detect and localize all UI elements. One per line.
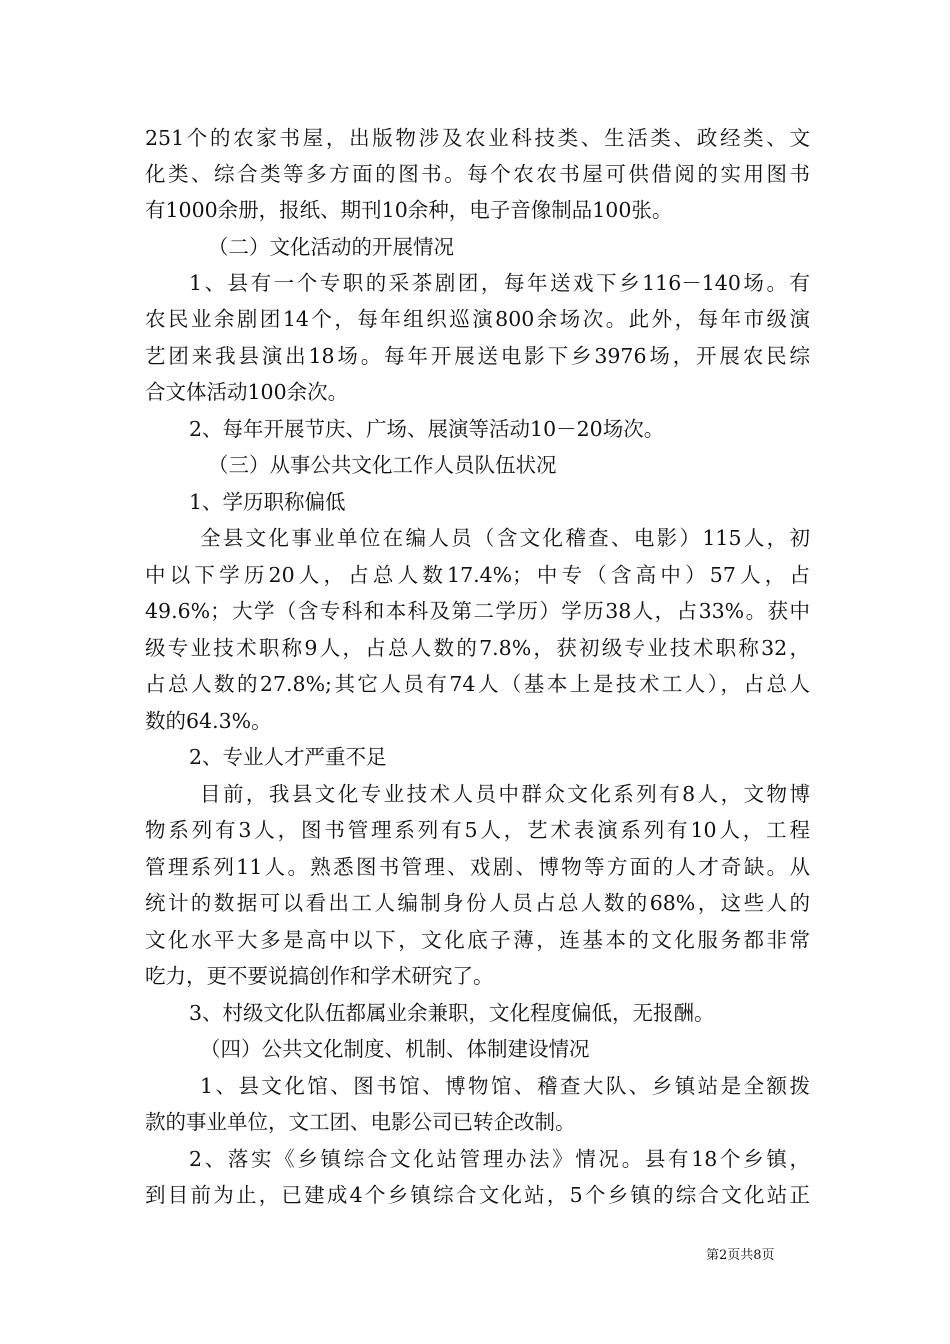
text-line: 吃力，更不要说搞创作和学术研究了。 [145,964,494,988]
text-line: 化类、综合类等多方面的图书。每个农农书屋可供借阅的实用图书 [145,162,810,186]
text-line: 级专业技术职称9人，占总人数的7.8%，获初级专业技术职称32， [145,636,810,660]
page-number: 第2页共8页 [706,1248,775,1263]
text-line: 251个的农家书屋，出版物涉及农业科技类、生活类、政经类、文 [145,126,810,150]
text-line: 文化水平大多是高中以下，文化底子薄，连基本的文化服务都非常 [145,928,810,952]
text-line: 目前，我县文化专业技术人员中群众文化系列有8人，文物博 [200,782,810,806]
text-line: 2、每年开展节庆、广场、展演等活动10－20场次。 [189,417,665,441]
text-line: 统计的数据可以看出工人编制身份人员占总人数的68%，这些人的 [145,891,810,915]
text-line: 合文体活动100余次。 [145,380,349,404]
text-line: 1、县文化馆、图书馆、博物馆、稽查大队、乡镇站是全额拨 [200,1074,810,1098]
text-line: 款的事业单位，文工团、电影公司已转企改制。 [145,1110,576,1134]
section-heading: （二）文化活动的开展情况 [208,235,454,259]
text-line: 有1000余册，报纸、期刊10余种，电子音像制品100张。 [145,198,673,222]
sub-heading: 1、学历职称偏低 [189,490,346,514]
section-heading: （三）从事公共文化工作人员队伍状况 [208,453,557,477]
text-line: 艺团来我县演出18场。每年开展送电影下乡3976场，开展农民综 [145,344,810,368]
text-line: 2、落实《乡镇综合文化站管理办法》情况。县有18个乡镇， [189,1147,810,1171]
text-line: 49.6%；大学（含专科和本科及第二学历）学历38人，占33%。获中 [145,599,810,623]
text-line: 农民业余剧团14个，每年组织巡演800余场次。此外，每年市级演 [145,307,810,331]
text-line: 物系列有3人，图书管理系列有5人，艺术表演系列有10人，工程 [145,818,810,842]
text-line: 中以下学历20人，占总人数17.4%；中专（含高中）57人，占 [145,563,810,587]
text-line: 数的64.3%。 [145,709,272,733]
text-line: 3、村级文化队伍都属业余兼职，文化程度偏低，无报酬。 [189,1001,715,1025]
sub-heading: 2、专业人才严重不足 [189,745,387,769]
text-line: 占总人数的27.8%;其它人员有74人（基本上是技术工人），占总人 [145,672,810,696]
text-line: 到目前为止，已建成4个乡镇综合文化站，5个乡镇的综合文化站正 [145,1183,810,1207]
text-line: 1、县有一个专职的采茶剧团，每年送戏下乡116－140场。有 [189,271,810,295]
text-line: 全县文化事业单位在编人员（含文化稽查、电影）115人，初 [200,526,810,550]
text-line: 管理系列11人。熟悉图书管理、戏剧、博物等方面的人才奇缺。从 [145,855,810,879]
section-heading: （四）公共文化制度、机制、体制建设情况 [200,1037,590,1061]
